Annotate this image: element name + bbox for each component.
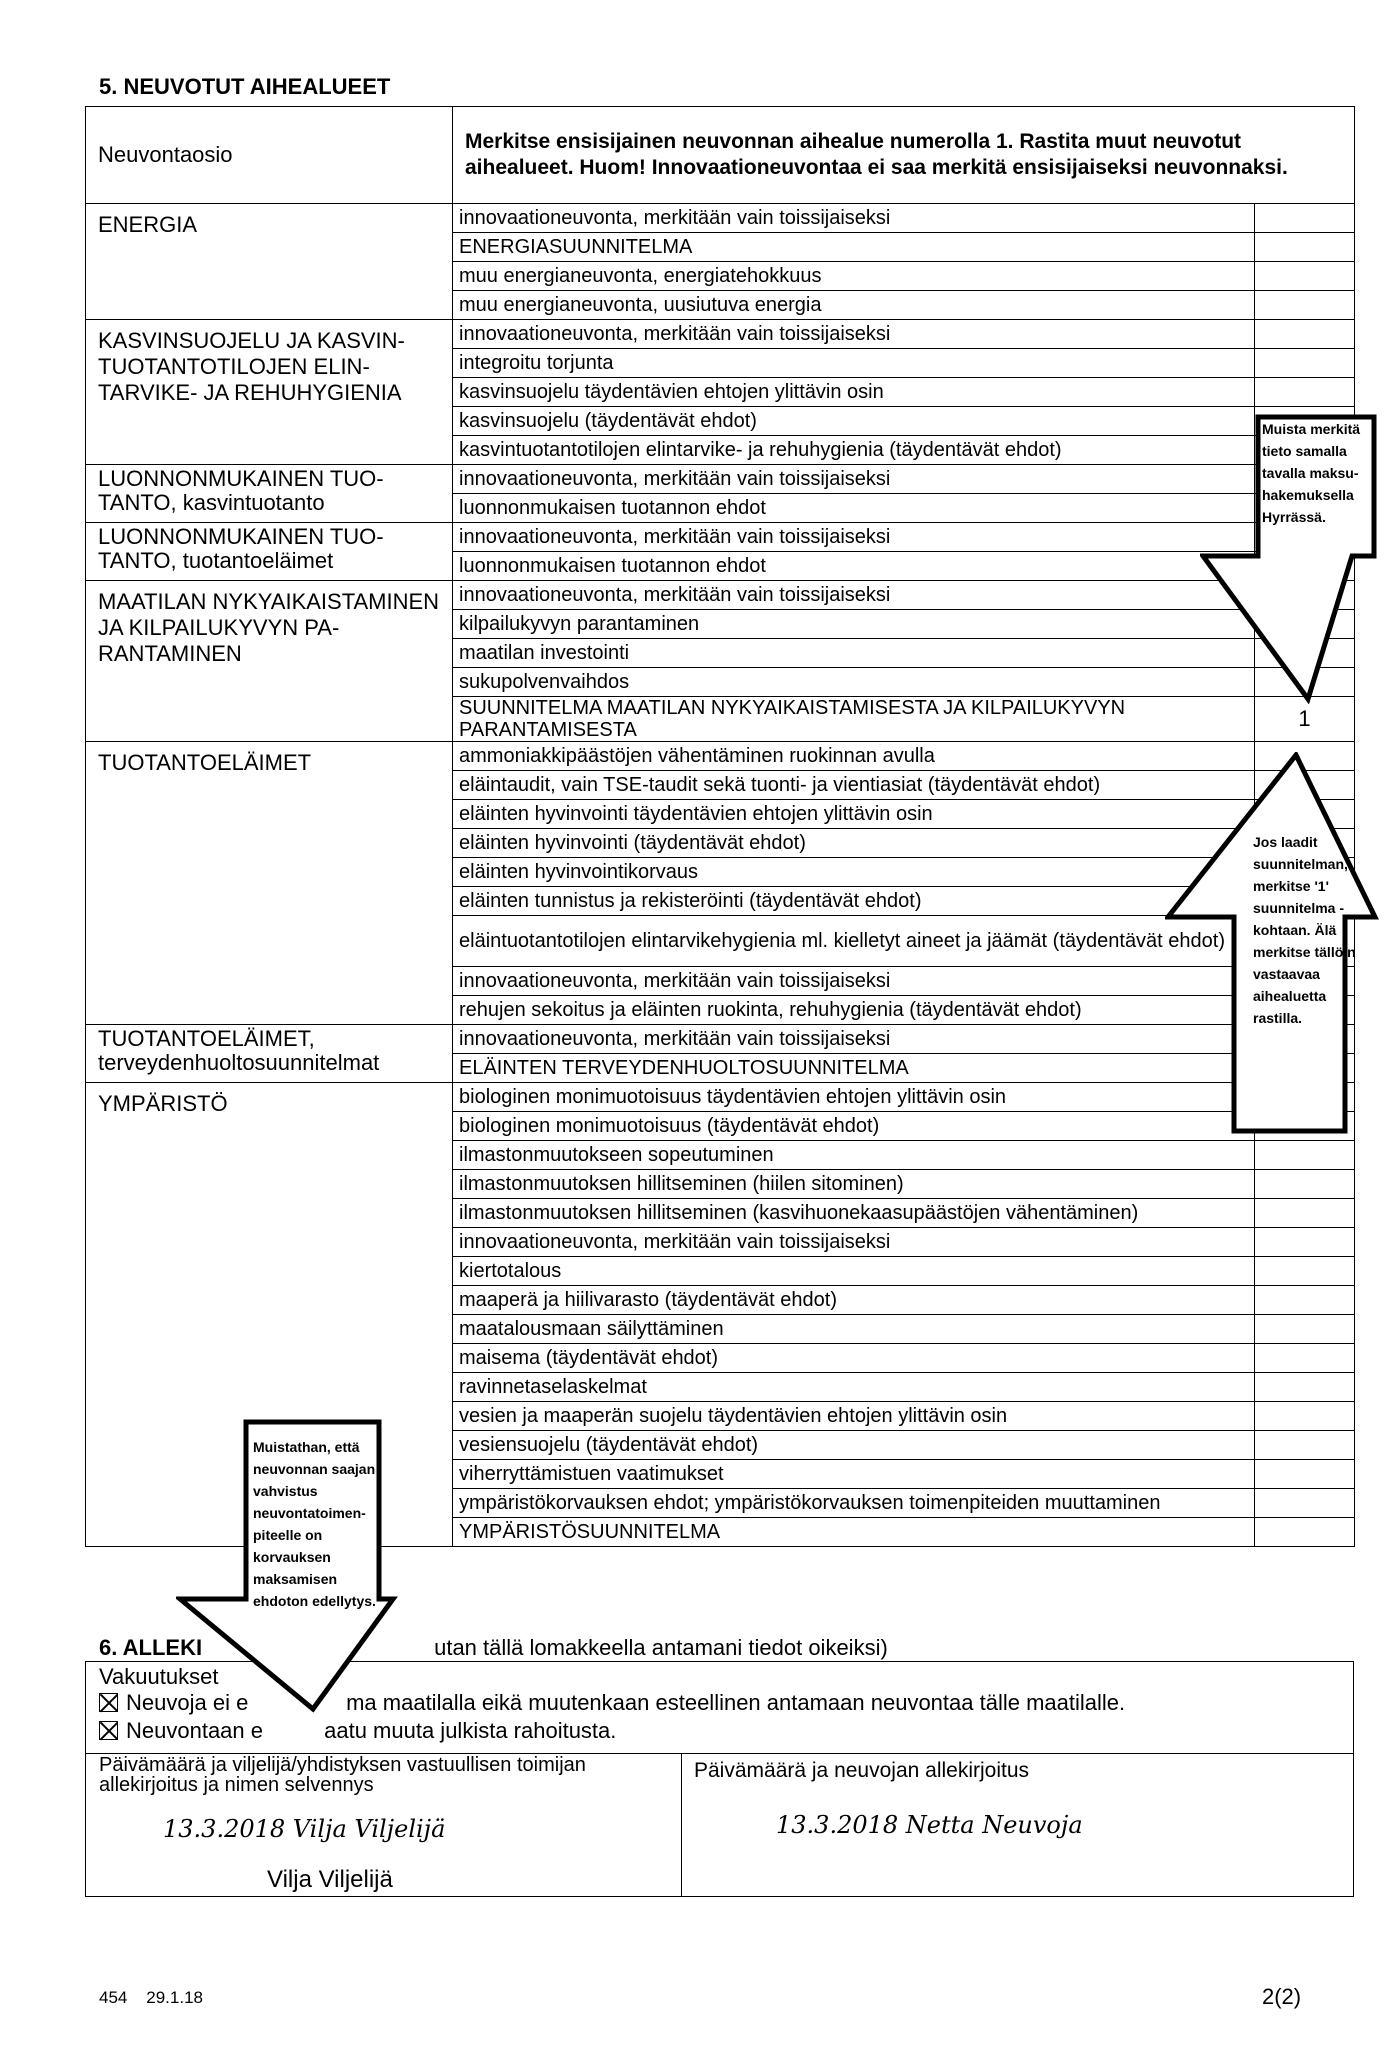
topic-label: innovaationeuvonta, merkitään vain toissijaiseksi: [453, 465, 1255, 494]
topic-label: sukupolvenvaihdos: [453, 668, 1255, 697]
topic-label: eläinten hyvinvointi täydentävien ehtojen ylittävin osin: [453, 800, 1255, 829]
callout-up-arrow-middle: [1165, 752, 1380, 1136]
advisor-signature: 13.3.2018 Netta Neuvoja: [776, 1811, 1083, 1839]
topic-mark-cell[interactable]: [1255, 1431, 1355, 1460]
advisory-section-name: LUONNONMUKAINEN TUOTANTO, kasvintuotanto: [86, 465, 453, 523]
topic-label: eläinten tunnistus ja rekisteröinti (täydentävät ehdot): [453, 887, 1255, 916]
topic-mark-cell[interactable]: [1255, 1286, 1355, 1315]
callout-text-bottom: Muistathan, että neuvonnan saajan vahvistus neuvontatoimen-piteelle on korvauksen maksamisen ehdoton edellytys.: [253, 1439, 376, 1609]
topic-label: innovaationeuvonta, merkitään vain toissijaiseksi: [453, 320, 1255, 349]
topic-mark-cell[interactable]: [1255, 1315, 1355, 1344]
section6-title: 6. ALLEKI utan tällä lomakkeella antamani tiedot oikeiksi): [99, 1635, 888, 1660]
checkbox-checked[interactable]: [99, 1693, 118, 1712]
advisory-section-name: TUOTANTOELÄIMET, terveydenhuoltosuunnitelmat: [86, 1025, 453, 1083]
table-row: [86, 204, 1355, 233]
topic-mark-cell[interactable]: [1255, 1257, 1355, 1286]
topic-label: eläintaudit, vain TSE-taudit sekä tuonti- ja vientiasiat (täydentävät ehdot): [453, 771, 1255, 800]
topic-label: muu energianeuvonta, uusiutuva energia: [453, 291, 1255, 320]
topic-mark-cell[interactable]: [1255, 320, 1355, 349]
topic-mark-cell[interactable]: [1255, 1199, 1355, 1228]
topic-mark-cell[interactable]: [1255, 378, 1355, 407]
topic-mark-cell[interactable]: [1255, 1170, 1355, 1199]
topic-label: ELÄINTEN TERVEYDENHUOLTOSUUNNITELMA: [453, 1054, 1255, 1083]
advisory-section-name: YMPÄRISTÖ: [86, 1083, 453, 1547]
topic-mark-cell[interactable]: [1255, 262, 1355, 291]
topic-label: YMPÄRISTÖSUUNNITELMA: [453, 1518, 1255, 1547]
topic-label: kasvinsuojelu (täydentävät ehdot): [453, 407, 1255, 436]
col-header-instructions: Merkitse ensisijainen neuvonnan aihealue numerolla 1. Rastita muut neuvotut aihealueet. Huom! Innovaationeuvontaa ei saa merkitä ensisijaiseksi neuvonnaksi.: [453, 107, 1355, 204]
topic-label: kiertotalous: [453, 1257, 1255, 1286]
topic-label: muu energianeuvonta, energiatehokkuus: [453, 262, 1255, 291]
advisor-signature-label: Päivämäärä ja neuvojan allekirjoitus: [694, 1759, 1030, 1782]
topic-label: viherryttämistuen vaatimukset: [453, 1460, 1255, 1489]
topic-mark-cell[interactable]: [1255, 1373, 1355, 1402]
table-row: [86, 320, 1355, 349]
topic-mark-cell[interactable]: [1255, 1344, 1355, 1373]
topic-mark-cell[interactable]: [1255, 349, 1355, 378]
topic-label: eläintuotantotilojen elintarvikehygienia ml. kielletyt aineet ja jäämät (täydentävät ehdot): [453, 916, 1255, 967]
farmer-signature: 13.3.2018 Vilja Viljelijä: [163, 1815, 446, 1843]
table-row: [86, 581, 1355, 610]
insurance-item-2: Neuvontaan e aatu muuta julkista rahoitusta.: [99, 1718, 616, 1744]
col-header-advisory-section: Neuvontaosio: [86, 107, 453, 204]
topic-label: maaperä ja hiilivarasto (täydentävät ehdot): [453, 1286, 1255, 1315]
topic-mark-cell[interactable]: [1255, 1489, 1355, 1518]
advisory-section-name: MAATILAN NYKYAIKAISTAMINEN JA KILPAILUKYVYN PARANTAMINEN: [86, 581, 453, 742]
table-row: [86, 465, 1355, 494]
topic-label: innovaationeuvonta, merkitään vain toissijaiseksi: [453, 581, 1255, 610]
topic-label: rehujen sekoitus ja eläinten ruokinta, rehuhygienia (täydentävät ehdot): [453, 996, 1255, 1025]
topic-label: maatilan investointi: [453, 639, 1255, 668]
callout-down-arrow-top: [1200, 414, 1380, 704]
topic-label: innovaationeuvonta, merkitään vain toissijaiseksi: [453, 1228, 1255, 1257]
topic-label: ympäristökorvauksen ehdot; ympäristökorvauksen toimenpiteiden muuttaminen: [453, 1489, 1255, 1518]
divider: [681, 1753, 682, 1896]
advisory-section-name: ENERGIA: [86, 204, 453, 320]
topic-label: ammoniakkipäästöjen vähentäminen ruokinnan avulla: [453, 742, 1255, 771]
topic-label: eläinten hyvinvointikorvaus: [453, 858, 1255, 887]
advisory-section-name: TUOTANTOELÄIMET: [86, 742, 453, 1025]
callout-text-middle: Jos laadit suunnitelman, merkitse '1' suunnitelma -kohtaan. Älä merkitse tällöin vastaavaa aihealuetta rastilla.: [1253, 834, 1356, 1026]
callout-down-arrow-bottom: [176, 1419, 398, 1714]
topic-label: luonnonmukaisen tuotannon ehdot: [453, 494, 1255, 523]
topic-mark-cell[interactable]: [1255, 291, 1355, 320]
topic-label: ilmastonmuutoksen hillitseminen (hiilen sitominen): [453, 1170, 1255, 1199]
topic-label: kasvintuotantotilojen elintarvike- ja rehuhygienia (täydentävät ehdot): [453, 436, 1255, 465]
topic-label: biologinen monimuotoisuus (täydentävät ehdot): [453, 1112, 1255, 1141]
topic-label: innovaationeuvonta, merkitään vain toissijaiseksi: [453, 1025, 1255, 1054]
topic-label: SUUNNITELMA MAATILAN NYKYAIKAISTAMISESTA JA KILPAILUKYVYN PARANTAMISESTA: [453, 697, 1255, 742]
topic-mark-cell[interactable]: [1255, 1518, 1355, 1547]
topic-label: maatalousmaan säilyttäminen: [453, 1315, 1255, 1344]
table-row: [86, 523, 1355, 552]
topic-label: innovaationeuvonta, merkitään vain toissijaiseksi: [453, 204, 1255, 233]
insurance-item-1: Neuvoja ei e ma maatilalla eikä muutenkaan esteellinen antamaan neuvontaa tälle maatilalle.: [99, 1690, 1125, 1716]
form-code: 454 29.1.18: [99, 1988, 203, 2007]
topic-label: eläinten hyvinvointi (täydentävät ehdot): [453, 829, 1255, 858]
topic-label: vesiensuojelu (täydentävät ehdot): [453, 1431, 1255, 1460]
topic-label: integroitu torjunta: [453, 349, 1255, 378]
topic-label: vesien ja maaperän suojelu täydentävien ehtojen ylittävin osin: [453, 1402, 1255, 1431]
table-header-row: [86, 107, 1355, 204]
topic-label: ilmastonmuutokseen sopeutuminen: [453, 1141, 1255, 1170]
topic-label: biologinen monimuotoisuus täydentävien ehtojen ylittävin osin: [453, 1083, 1255, 1112]
topic-mark-cell[interactable]: [1255, 233, 1355, 262]
topic-label: kasvinsuojelu täydentävien ehtojen ylittävin osin: [453, 378, 1255, 407]
topic-label: innovaationeuvonta, merkitään vain toissijaiseksi: [453, 523, 1255, 552]
topic-mark-cell[interactable]: 1: [1255, 697, 1355, 742]
topic-label: ilmastonmuutoksen hillitseminen (kasvihuonekaasupäästöjen vähentäminen): [453, 1199, 1255, 1228]
topic-mark-cell[interactable]: [1255, 1402, 1355, 1431]
page-number: 2(2): [1262, 1984, 1302, 2009]
advisory-section-name: LUONNONMUKAINEN TUOTANTO, tuotantoeläimet: [86, 523, 453, 581]
topic-mark-cell[interactable]: [1255, 1228, 1355, 1257]
insurances-label: Vakuutukset: [99, 1664, 219, 1689]
farmer-name: Vilja Viljelijä: [267, 1866, 393, 1893]
topic-label: maisema (täydentävät ehdot): [453, 1344, 1255, 1373]
topic-label: luonnonmukaisen tuotannon ehdot: [453, 552, 1255, 581]
section5-title: 5. NEUVOTUT AIHEALUEET: [99, 74, 391, 99]
topic-mark-cell[interactable]: [1255, 1141, 1355, 1170]
callout-text-top: Muista merkitä tieto samalla tavalla maksu-hakemuksella Hyrrässä.: [1262, 421, 1361, 525]
topic-mark-cell[interactable]: [1255, 1460, 1355, 1489]
farmer-signature-label: Päivämäärä ja viljelijä/yhdistyksen vastuullisen toimijan allekirjoitus ja nimen selvennys: [99, 1754, 586, 1796]
checkbox-checked[interactable]: [99, 1721, 118, 1740]
topic-label: ENERGIASUUNNITELMA: [453, 233, 1255, 262]
advisory-section-name: KASVINSUOJELU JA KASVINTUOTANTOTILOJEN ELINTARVIKE- JA REHUHYGIENIA: [86, 320, 453, 465]
topic-label: ravinnetaselaskelmat: [453, 1373, 1255, 1402]
topic-mark-cell[interactable]: [1255, 204, 1355, 233]
topic-label: innovaationeuvonta, merkitään vain toissijaiseksi: [453, 967, 1255, 996]
topic-label: kilpailukyvyn parantaminen: [453, 610, 1255, 639]
